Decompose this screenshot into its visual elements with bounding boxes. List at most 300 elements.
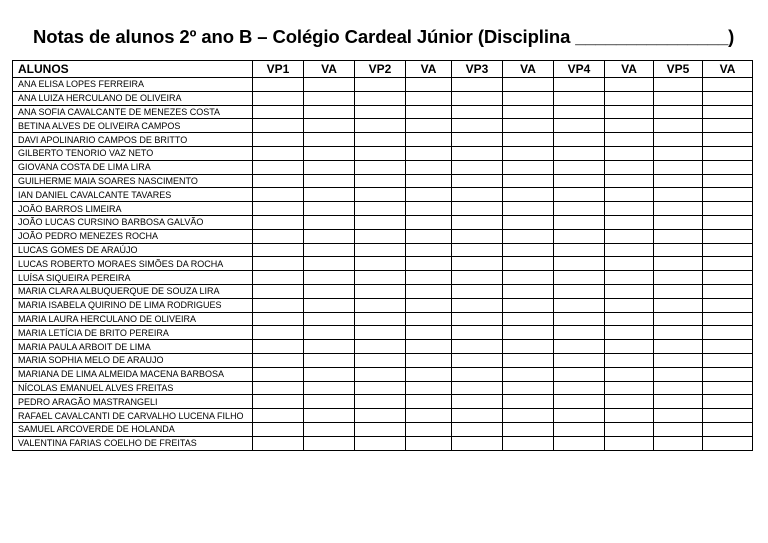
grade-cell[interactable]	[452, 381, 503, 395]
grade-cell[interactable]	[605, 91, 654, 105]
grade-cell[interactable]	[554, 395, 605, 409]
grade-cell[interactable]	[554, 353, 605, 367]
grade-cell[interactable]	[355, 105, 406, 119]
grade-cell[interactable]	[304, 188, 355, 202]
grade-cell[interactable]	[654, 340, 703, 354]
table-row	[13, 133, 753, 147]
grade-cell[interactable]	[355, 409, 406, 423]
grade-cell[interactable]	[554, 215, 605, 229]
grade-cell[interactable]	[554, 298, 605, 312]
grade-cell[interactable]	[304, 422, 355, 436]
grade-cell[interactable]	[304, 395, 355, 409]
grade-cell[interactable]	[304, 312, 355, 326]
grade-cell[interactable]	[503, 105, 554, 119]
grade-cell[interactable]	[253, 326, 304, 340]
grade-cell[interactable]	[554, 146, 605, 160]
grade-cell[interactable]	[703, 367, 753, 381]
grade-cell[interactable]	[355, 353, 406, 367]
grade-cell[interactable]	[605, 298, 654, 312]
grade-cell[interactable]	[452, 326, 503, 340]
grade-cell[interactable]	[452, 243, 503, 257]
grade-cell[interactable]	[253, 312, 304, 326]
grade-cell[interactable]	[355, 367, 406, 381]
grade-cell[interactable]	[654, 188, 703, 202]
grade-cell[interactable]	[355, 340, 406, 354]
header-row	[13, 61, 753, 78]
grade-cell[interactable]	[554, 188, 605, 202]
grade-cell[interactable]	[355, 160, 406, 174]
grade-cell[interactable]	[605, 271, 654, 285]
grade-cell[interactable]	[554, 91, 605, 105]
grade-cell[interactable]	[304, 353, 355, 367]
grade-cell[interactable]	[703, 78, 753, 92]
grade-cell[interactable]	[406, 91, 452, 105]
grade-cell[interactable]	[253, 422, 304, 436]
column-header-va: VA	[605, 61, 654, 78]
grade-cell[interactable]	[703, 229, 753, 243]
grade-cell[interactable]	[406, 215, 452, 229]
grade-cell[interactable]	[452, 188, 503, 202]
grade-cell[interactable]	[605, 105, 654, 119]
grade-cell[interactable]	[406, 119, 452, 133]
grade-cell[interactable]	[554, 202, 605, 216]
grade-cell[interactable]	[452, 119, 503, 133]
grade-cell[interactable]	[406, 381, 452, 395]
grade-cell[interactable]	[605, 340, 654, 354]
grade-cell[interactable]	[554, 312, 605, 326]
grade-cell[interactable]	[452, 353, 503, 367]
student-name: MARIA CLARA ALBUQUERQUE DE SOUZA LIRA	[13, 284, 253, 298]
grade-cell[interactable]	[253, 395, 304, 409]
grade-cell[interactable]	[703, 174, 753, 188]
grade-cell[interactable]	[605, 367, 654, 381]
grade-cell[interactable]	[703, 271, 753, 285]
grade-cell[interactable]	[304, 133, 355, 147]
student-name: ANA ELISA LOPES FERREIRA	[13, 78, 253, 92]
grade-cell[interactable]	[452, 367, 503, 381]
grade-cell[interactable]	[554, 326, 605, 340]
grade-cell[interactable]	[452, 298, 503, 312]
grade-cell[interactable]	[253, 91, 304, 105]
grade-cell[interactable]	[503, 174, 554, 188]
grade-cell[interactable]	[703, 340, 753, 354]
grade-cell[interactable]	[304, 105, 355, 119]
grade-cell[interactable]	[355, 202, 406, 216]
grade-cell[interactable]	[452, 91, 503, 105]
grade-cell[interactable]	[304, 298, 355, 312]
grade-cell[interactable]	[503, 160, 554, 174]
grade-cell[interactable]	[503, 188, 554, 202]
grade-cell[interactable]	[355, 298, 406, 312]
grade-cell[interactable]	[355, 133, 406, 147]
grade-cell[interactable]	[605, 326, 654, 340]
grade-cell[interactable]	[355, 188, 406, 202]
grade-cell[interactable]	[406, 105, 452, 119]
grade-cell[interactable]	[355, 422, 406, 436]
grade-cell[interactable]	[554, 174, 605, 188]
grade-cell[interactable]	[654, 243, 703, 257]
grade-cell[interactable]	[703, 146, 753, 160]
grade-cell[interactable]	[452, 340, 503, 354]
grade-cell[interactable]	[654, 422, 703, 436]
grade-cell[interactable]	[355, 119, 406, 133]
grade-cell[interactable]	[406, 284, 452, 298]
grade-cell[interactable]	[304, 229, 355, 243]
grade-cell[interactable]	[406, 271, 452, 285]
student-name: LUÍSA SIQUEIRA PEREIRA	[13, 271, 253, 285]
grade-cell[interactable]	[355, 229, 406, 243]
grade-cell[interactable]	[703, 119, 753, 133]
grade-cell[interactable]	[654, 174, 703, 188]
student-name: MARIA LETÍCIA DE BRITO PEREIRA	[13, 326, 253, 340]
grade-cell[interactable]	[253, 381, 304, 395]
grade-cell[interactable]	[554, 229, 605, 243]
grade-cell[interactable]	[304, 202, 355, 216]
grade-cell[interactable]	[654, 298, 703, 312]
grade-cell[interactable]	[554, 119, 605, 133]
grade-cell[interactable]	[452, 409, 503, 423]
grade-cell[interactable]	[253, 78, 304, 92]
grade-cell[interactable]	[605, 133, 654, 147]
grade-cell[interactable]	[355, 91, 406, 105]
grade-cell[interactable]	[253, 409, 304, 423]
grades-table	[12, 60, 753, 451]
grade-cell[interactable]	[452, 257, 503, 271]
grade-cell[interactable]	[503, 257, 554, 271]
grade-cell[interactable]	[253, 105, 304, 119]
grade-cell[interactable]	[304, 326, 355, 340]
grade-cell[interactable]	[503, 229, 554, 243]
grade-cell[interactable]	[355, 271, 406, 285]
table-row	[13, 215, 753, 229]
grade-cell[interactable]	[304, 91, 355, 105]
grade-cell[interactable]	[554, 133, 605, 147]
grade-cell[interactable]	[654, 105, 703, 119]
grade-cell[interactable]	[703, 160, 753, 174]
table-row	[13, 188, 753, 202]
grade-cell[interactable]	[304, 367, 355, 381]
grade-cell[interactable]	[703, 91, 753, 105]
grade-cell[interactable]	[355, 395, 406, 409]
grade-cell[interactable]	[554, 409, 605, 423]
grade-cell[interactable]	[605, 422, 654, 436]
grade-cell[interactable]	[554, 422, 605, 436]
grade-cell[interactable]	[703, 395, 753, 409]
grade-cell[interactable]	[253, 243, 304, 257]
grade-cell[interactable]	[605, 395, 654, 409]
grade-cell[interactable]	[503, 298, 554, 312]
grade-cell[interactable]	[703, 105, 753, 119]
grade-cell[interactable]	[253, 174, 304, 188]
grade-cell[interactable]	[605, 381, 654, 395]
grade-cell[interactable]	[355, 257, 406, 271]
grade-cell[interactable]	[253, 367, 304, 381]
grade-cell[interactable]	[554, 257, 605, 271]
grade-cell[interactable]	[406, 174, 452, 188]
grade-cell[interactable]	[452, 133, 503, 147]
grade-cell[interactable]	[253, 353, 304, 367]
grade-cell[interactable]	[503, 91, 554, 105]
table-row	[13, 174, 753, 188]
grade-cell[interactable]	[605, 243, 654, 257]
grade-cell[interactable]	[406, 243, 452, 257]
grade-cell[interactable]	[554, 78, 605, 92]
grade-cell[interactable]	[253, 271, 304, 285]
grade-cell[interactable]	[253, 284, 304, 298]
grade-cell[interactable]	[406, 395, 452, 409]
grade-cell[interactable]	[654, 409, 703, 423]
grade-cell[interactable]	[452, 395, 503, 409]
grade-cell[interactable]	[253, 133, 304, 147]
grade-cell[interactable]	[554, 243, 605, 257]
grade-cell[interactable]	[654, 202, 703, 216]
student-name: MARIANA DE LIMA ALMEIDA MACENA BARBOSA	[13, 367, 253, 381]
grade-cell[interactable]	[605, 229, 654, 243]
grade-cell[interactable]	[654, 326, 703, 340]
grade-cell[interactable]	[304, 174, 355, 188]
grade-cell[interactable]	[452, 105, 503, 119]
grade-cell[interactable]	[605, 146, 654, 160]
grade-cell[interactable]	[654, 436, 703, 450]
grade-cell[interactable]	[654, 119, 703, 133]
grade-cell[interactable]	[406, 340, 452, 354]
grade-cell[interactable]	[554, 160, 605, 174]
grade-cell[interactable]	[406, 78, 452, 92]
grade-cell[interactable]	[503, 284, 554, 298]
grade-cell[interactable]	[554, 367, 605, 381]
grade-cell[interactable]	[503, 215, 554, 229]
grade-cell[interactable]	[503, 146, 554, 160]
student-name: ANA SOFIA CAVALCANTE DE MENEZES COSTA	[13, 105, 253, 119]
table-row	[13, 312, 753, 326]
grade-cell[interactable]	[355, 312, 406, 326]
grade-cell[interactable]	[304, 160, 355, 174]
grade-cell[interactable]	[406, 133, 452, 147]
grade-cell[interactable]	[253, 340, 304, 354]
grade-cell[interactable]	[503, 119, 554, 133]
grade-cell[interactable]	[452, 284, 503, 298]
grade-cell[interactable]	[654, 78, 703, 92]
grade-cell[interactable]	[406, 326, 452, 340]
grade-cell[interactable]	[355, 243, 406, 257]
grade-cell[interactable]	[406, 353, 452, 367]
grade-cell[interactable]	[406, 188, 452, 202]
grade-cell[interactable]	[703, 284, 753, 298]
grade-cell[interactable]	[406, 409, 452, 423]
grade-cell[interactable]	[654, 353, 703, 367]
grade-cell[interactable]	[703, 243, 753, 257]
grade-cell[interactable]	[304, 243, 355, 257]
grade-cell[interactable]	[605, 78, 654, 92]
grade-cell[interactable]	[554, 340, 605, 354]
grade-cell[interactable]	[503, 243, 554, 257]
grade-cell[interactable]	[406, 367, 452, 381]
grade-cell[interactable]	[355, 284, 406, 298]
grade-cell[interactable]	[503, 395, 554, 409]
table-row	[13, 257, 753, 271]
grade-cell[interactable]	[406, 436, 452, 450]
grade-cell[interactable]	[406, 229, 452, 243]
grade-cell[interactable]	[554, 105, 605, 119]
grade-cell[interactable]	[355, 326, 406, 340]
grade-cell[interactable]	[452, 271, 503, 285]
grade-cell[interactable]	[355, 436, 406, 450]
grade-cell[interactable]	[304, 284, 355, 298]
student-name: RAFAEL CAVALCANTI DE CARVALHO LUCENA FILHO	[13, 409, 253, 423]
grade-cell[interactable]	[452, 202, 503, 216]
grade-cell[interactable]	[703, 215, 753, 229]
grade-cell[interactable]	[452, 312, 503, 326]
grade-cell[interactable]	[605, 215, 654, 229]
grade-cell[interactable]	[253, 119, 304, 133]
grade-cell[interactable]	[503, 340, 554, 354]
grade-cell[interactable]	[605, 409, 654, 423]
grade-cell[interactable]	[703, 381, 753, 395]
grade-cell[interactable]	[304, 78, 355, 92]
grade-cell[interactable]	[452, 160, 503, 174]
grade-cell[interactable]	[703, 298, 753, 312]
grade-cell[interactable]	[554, 284, 605, 298]
grade-cell[interactable]	[654, 284, 703, 298]
grade-cell[interactable]	[605, 188, 654, 202]
grade-cell[interactable]	[406, 298, 452, 312]
grade-cell[interactable]	[452, 436, 503, 450]
grade-cell[interactable]	[503, 202, 554, 216]
table-row	[13, 353, 753, 367]
grade-cell[interactable]	[253, 257, 304, 271]
table-row	[13, 298, 753, 312]
grade-cell[interactable]	[304, 436, 355, 450]
grade-cell[interactable]	[605, 284, 654, 298]
grade-cell[interactable]	[253, 436, 304, 450]
table-row	[13, 119, 753, 133]
grade-cell[interactable]	[654, 229, 703, 243]
column-header-vp3: VP3	[452, 61, 503, 78]
grade-cell[interactable]	[654, 257, 703, 271]
grade-cell[interactable]	[503, 312, 554, 326]
grade-cell[interactable]	[253, 160, 304, 174]
grade-cell[interactable]	[605, 174, 654, 188]
grade-cell[interactable]	[605, 160, 654, 174]
grade-cell[interactable]	[605, 353, 654, 367]
grade-cell[interactable]	[452, 422, 503, 436]
grade-cell[interactable]	[304, 409, 355, 423]
column-header-va: VA	[703, 61, 753, 78]
grade-cell[interactable]	[253, 202, 304, 216]
grade-cell[interactable]	[452, 229, 503, 243]
grade-cell[interactable]	[654, 395, 703, 409]
grade-cell[interactable]	[452, 174, 503, 188]
column-header-vp1: VP1	[253, 61, 304, 78]
grade-cell[interactable]	[452, 215, 503, 229]
grade-cell[interactable]	[503, 381, 554, 395]
student-name: JOÃO PEDRO MENEZES ROCHA	[13, 229, 253, 243]
column-header-va: VA	[406, 61, 452, 78]
grade-cell[interactable]	[406, 422, 452, 436]
grade-cell[interactable]	[703, 257, 753, 271]
grade-cell[interactable]	[703, 436, 753, 450]
grade-cell[interactable]	[703, 409, 753, 423]
grade-cell[interactable]	[355, 174, 406, 188]
grade-cell[interactable]	[654, 215, 703, 229]
grade-cell[interactable]	[703, 133, 753, 147]
grade-cell[interactable]	[703, 202, 753, 216]
grade-cell[interactable]	[406, 146, 452, 160]
grade-cell[interactable]	[605, 436, 654, 450]
student-name: VALENTINA FARIAS COELHO DE FREITAS	[13, 436, 253, 450]
grade-cell[interactable]	[703, 312, 753, 326]
grade-cell[interactable]	[304, 381, 355, 395]
column-header-va: VA	[503, 61, 554, 78]
grade-cell[interactable]	[406, 257, 452, 271]
grade-cell[interactable]	[654, 367, 703, 381]
column-header-vp4: VP4	[554, 61, 605, 78]
table-row	[13, 271, 753, 285]
grade-cell[interactable]	[654, 271, 703, 285]
grade-cell[interactable]	[654, 133, 703, 147]
grade-cell[interactable]	[654, 91, 703, 105]
grade-cell[interactable]	[304, 215, 355, 229]
grade-cell[interactable]	[654, 160, 703, 174]
grade-cell[interactable]	[503, 436, 554, 450]
grade-cell[interactable]	[304, 119, 355, 133]
grade-cell[interactable]	[554, 381, 605, 395]
table-row	[13, 340, 753, 354]
grade-cell[interactable]	[503, 367, 554, 381]
grade-cell[interactable]	[253, 229, 304, 243]
grade-cell[interactable]	[304, 340, 355, 354]
grade-cell[interactable]	[654, 312, 703, 326]
table-row	[13, 202, 753, 216]
grade-cell[interactable]	[406, 160, 452, 174]
grade-cell[interactable]	[503, 133, 554, 147]
grade-cell[interactable]	[703, 353, 753, 367]
grade-cell[interactable]	[355, 215, 406, 229]
grade-cell[interactable]	[503, 78, 554, 92]
grade-cell[interactable]	[554, 436, 605, 450]
grade-cell[interactable]	[605, 202, 654, 216]
grade-cell[interactable]	[503, 422, 554, 436]
grade-cell[interactable]	[253, 188, 304, 202]
grade-cell[interactable]	[605, 119, 654, 133]
grade-cell[interactable]	[605, 312, 654, 326]
grade-cell[interactable]	[355, 381, 406, 395]
grade-cell[interactable]	[253, 215, 304, 229]
grade-cell[interactable]	[406, 312, 452, 326]
grade-cell[interactable]	[503, 271, 554, 285]
grade-cell[interactable]	[304, 271, 355, 285]
grade-cell[interactable]	[703, 188, 753, 202]
grade-cell[interactable]	[703, 326, 753, 340]
grade-cell[interactable]	[452, 78, 503, 92]
grade-cell[interactable]	[304, 146, 355, 160]
grade-cell[interactable]	[503, 353, 554, 367]
grade-cell[interactable]	[654, 146, 703, 160]
grade-cell[interactable]	[654, 381, 703, 395]
grade-cell[interactable]	[554, 271, 605, 285]
grade-cell[interactable]	[605, 257, 654, 271]
grade-cell[interactable]	[503, 326, 554, 340]
grade-cell[interactable]	[355, 146, 406, 160]
grade-cell[interactable]	[503, 409, 554, 423]
grade-cell[interactable]	[406, 202, 452, 216]
grade-cell[interactable]	[452, 146, 503, 160]
grade-cell[interactable]	[253, 298, 304, 312]
grade-cell[interactable]	[253, 146, 304, 160]
grade-cell[interactable]	[355, 78, 406, 92]
grade-cell[interactable]	[703, 422, 753, 436]
grade-cell[interactable]	[304, 257, 355, 271]
